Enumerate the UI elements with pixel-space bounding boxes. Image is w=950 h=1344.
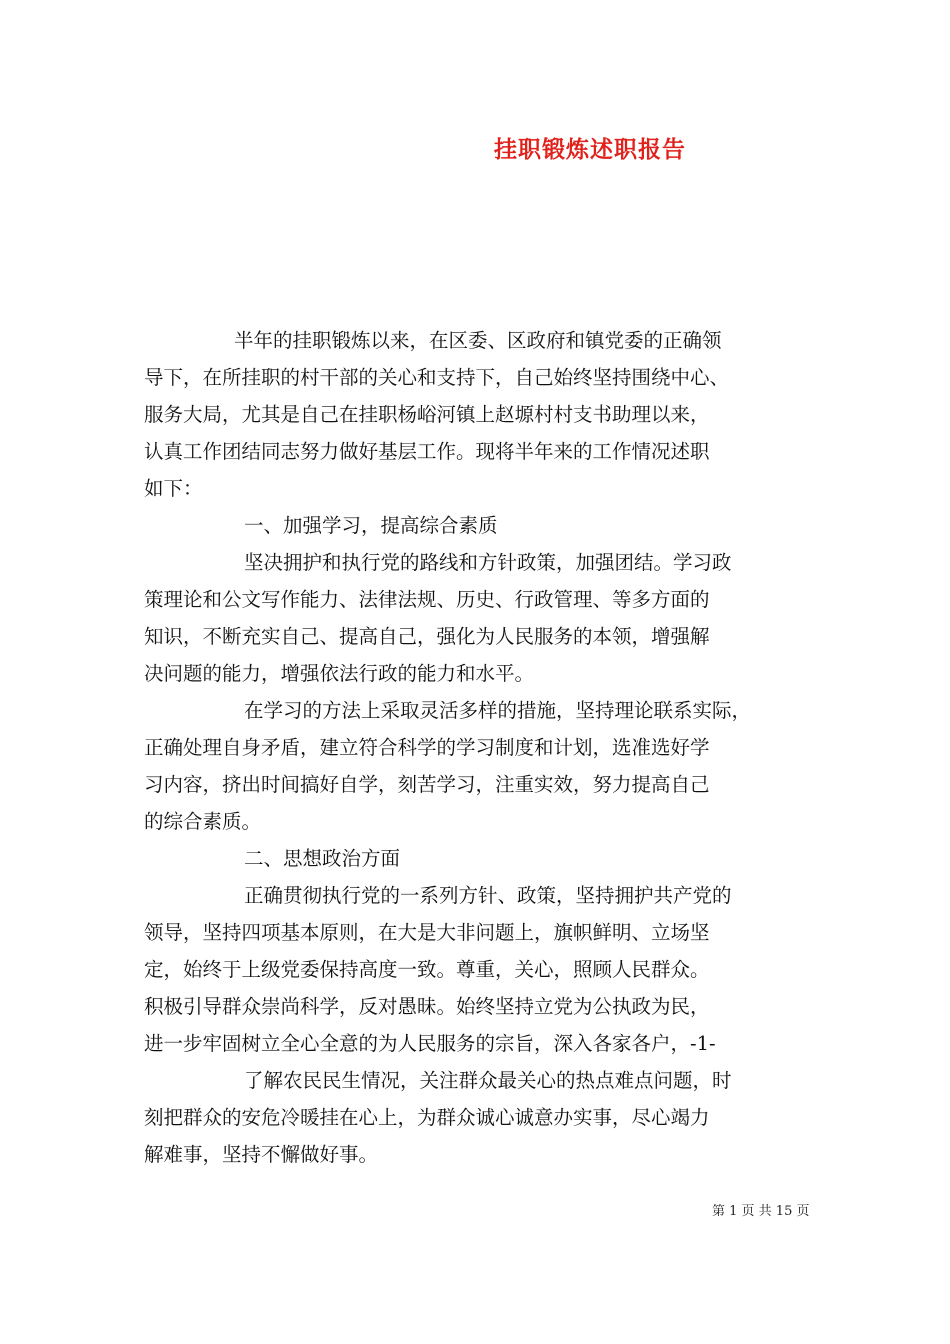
body-line: 习内容，挤出时间搞好自学，刻苦学习，注重实效，努力提高自己 <box>144 773 710 796</box>
body-line: 的综合素质。 <box>144 810 262 833</box>
body-line: 在学习的方法上采取灵活多样的措施，坚持理论联系实际， <box>244 699 752 722</box>
body-line: 一、加强学习，提高综合素质 <box>244 514 498 537</box>
body-line: 如下： <box>144 477 203 500</box>
document-body <box>144 322 810 1173</box>
body-line: 了解农民民生情况，关注群众最关心的热点难点问题，时 <box>244 1069 732 1092</box>
body-line: 正确处理自身矛盾，建立符合科学的学习制度和计划，选准选好学 <box>144 736 710 759</box>
body-line: 决问题的能力，增强依法行政的能力和水平。 <box>144 662 535 685</box>
body-line: 知识，不断充实自己、提高自己，强化为人民服务的本领，增强解 <box>144 625 710 648</box>
page-number-footer: 第 1 页 共 15 页 <box>712 1204 810 1219</box>
body-line: 二、思想政治方面 <box>244 847 401 870</box>
body-line: 定，始终于上级党委保持高度一致。尊重，关心，照顾人民群众。 <box>144 958 710 981</box>
body-line: 正确贯彻执行党的一系列方针、政策，坚持拥护共产党的 <box>244 884 732 907</box>
body-line: 解难事，坚持不懈做好事。 <box>144 1143 379 1166</box>
body-line: 半年的挂职锻炼以来，在区委、区政府和镇党委的正确领 <box>234 329 722 352</box>
body-line: 认真工作团结同志努力做好基层工作。现将半年来的工作情况述职 <box>144 440 710 463</box>
body-line: 服务大局，尤其是自己在挂职杨峪河镇上赵塬村村支书助理以来， <box>144 403 710 426</box>
body-line: 坚决拥护和执行党的路线和方针政策，加强团结。学习政 <box>244 551 732 574</box>
body-line: 进一步牢固树立全心全意的为人民服务的宗旨，深入各家各户，-1- <box>144 1032 716 1055</box>
body-line: 导下，在所挂职的村干部的关心和支持下，自己始终坚持围绕中心、 <box>144 366 730 389</box>
body-line: 领导，坚持四项基本原则，在大是大非问题上，旗帜鲜明、立场坚 <box>144 921 710 944</box>
body-line: 积极引导群众崇尚科学，反对愚昧。始终坚持立党为公执政为民， <box>144 995 710 1018</box>
body-line: 刻把群众的安危冷暖挂在心上，为群众诚心诚意办实事，尽心竭力 <box>144 1106 710 1129</box>
body-line: 策理论和公文写作能力、法律法规、历史、行政管理、等多方面的 <box>144 588 710 611</box>
document-title: 挂职锻炼述职报告 <box>494 136 686 163</box>
